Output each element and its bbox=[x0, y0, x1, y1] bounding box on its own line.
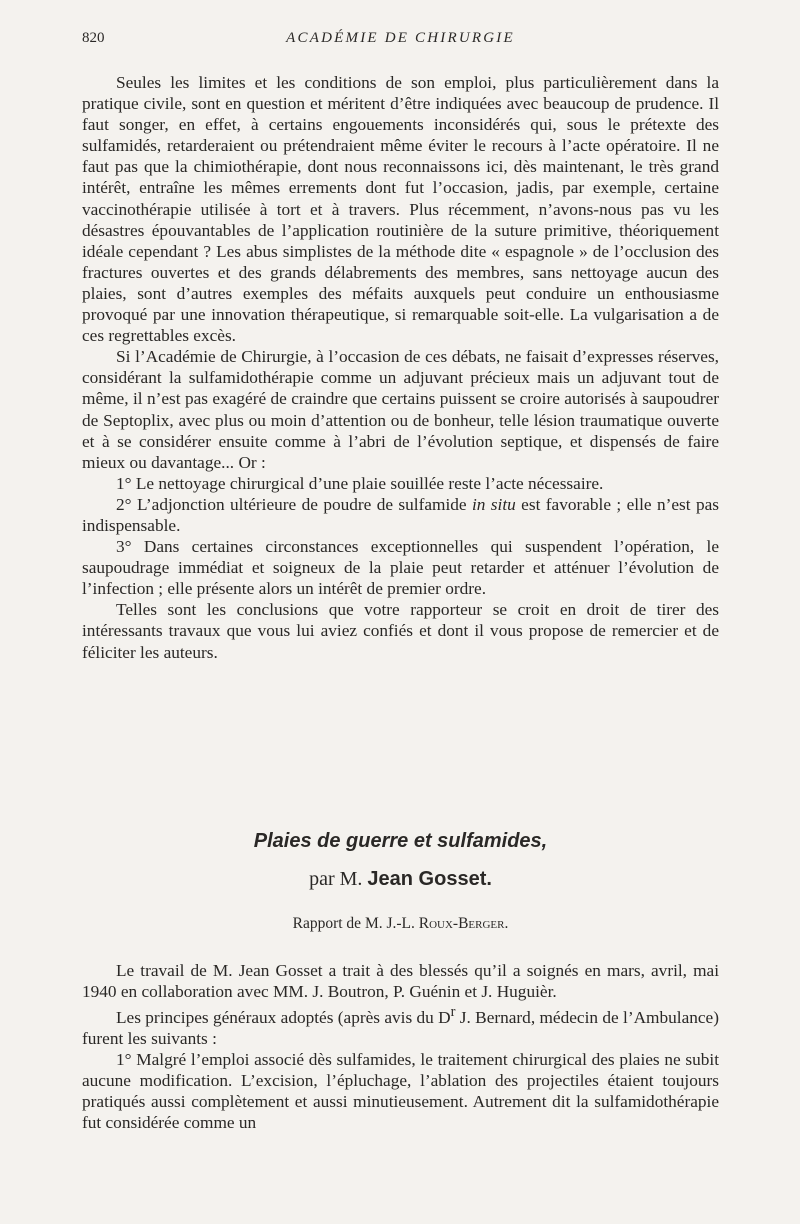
section-one-body bbox=[82, 72, 719, 663]
paragraph: Si l’Académie de Chirurgie, à l’occasion de ces débats, ne faisait d’expresses réserves, considérant la sulfamidothérapie comme un adjuvant précieux mais un adjuvant tout de même, il n’est pas exagéré de craindre que certains puissent se croire autorisés à saupoudrer de Septoplix, avec plus ou moin d’attention ou de bonheur, telle lésion traumatique ouverte et à se considérer ensuite comme à l’abri de l’évolution septique, et dispensés de faire mieux ou davantage... Or : bbox=[82, 347, 719, 472]
paragraph: Le travail de M. Jean Gosset a trait à des blessés qu’il a soignés en mars, avril, mai 1940 en collaboration avec MM. J. Boutron, P. Guénin et J. Huguièr. bbox=[82, 961, 719, 1002]
running-title: ACADÉMIE DE CHIRURGIE bbox=[286, 30, 515, 46]
paragraph bbox=[82, 1002, 719, 1049]
paragraph: 1° Le nettoyage chirurgical d’une plaie souillée reste l’acte nécessaire. bbox=[116, 473, 604, 493]
paragraph: 1° Malgré l’emploi associé dès sulfamides, le traitement chirurgical des plaies ne subit aucune modification. L’excision, l’épluchage, l’ablation des projectiles étaient toujours pratiqués aussi complètement et aussi minutieusement. Autrement dit la sulfamidothérapie fut considérée comme un bbox=[82, 1050, 719, 1133]
text-run: est favorable ; elle n’est pas indispensable. bbox=[82, 494, 719, 535]
paragraph bbox=[82, 494, 719, 536]
paragraph: Seules les limites et les conditions de son emploi, plus particulièrement dans la pratique civile, sont en question et méritent d’être indiquées avec beaucoup de prudence. Il faut songer, en effet, à certains engouements inconsidérés qui, sous le prétexte des sulfamidés, retarderaient ou prétendraient même éviter le recours à l’acte opératoire. Il ne faut pas que la chimiothérapie, dont nous reconnaissons ici, dès maintenant, le très grand intérêt, entraîne les mêmes errements dont fut l’occasion, jadis, par exemple, certaine vaccinothérapie utilisée à tort et à travers. Plus récemment, n’avons-nous pas vu les désastres épouvantables de l’application routinière de la suture primitive, théoriquement idéale cependant ? Les abus simplistes de la méthode dite « espagnole » de l’occlusion des fractures ouvertes et des grands délabrements des membres, sans nettoyage aucun des plaies, sont d’autres exemples des méfaits auxquels peut conduire un enthousiasme provoqué par une innovation thérapeutique, si remarquable soit-elle. La vulgarisation a de ces regrettables excès. bbox=[82, 73, 719, 346]
author-name: Jean Gosset. bbox=[367, 868, 492, 890]
text-run: Les principes généraux adoptés (après avis du D bbox=[116, 1007, 451, 1027]
paragraph: Telles sont les conclusions que votre rapporteur se croit en droit de tirer des intéressants travaux que vous lui aviez confiés et dont il vous propose de remercier et de féliciter les auteurs. bbox=[82, 600, 719, 662]
page-header bbox=[82, 30, 719, 58]
paragraph: 3° Dans certaines circonstances exceptionnelles qui suspendent l’opération, le saupoudrage immédiat et soigneux de la plaie peut retarder et atténuer l’évolution de l’infection ; elle présente alors un intérêt de premier ordre. bbox=[82, 537, 719, 599]
page-number: 820 bbox=[82, 30, 105, 46]
section-two-body bbox=[82, 960, 719, 1134]
italic-term: in situ bbox=[471, 494, 516, 514]
byline-prefix: par M. bbox=[309, 868, 368, 890]
report-line bbox=[82, 915, 719, 933]
text-run: 2° L’adjonction ultérieure de poudre de sulfamide bbox=[116, 494, 472, 514]
superscript: r bbox=[450, 1004, 456, 1021]
section-title: Plaies de guerre et sulfamides, bbox=[253, 830, 548, 852]
report-prefix: Rapport de M. J.-L. bbox=[292, 915, 419, 932]
byline bbox=[82, 868, 719, 891]
reporter-name: Roux-Berger. bbox=[418, 915, 509, 932]
text-run: J. Bernard, médecin de l’Ambulance) furent les suivants : bbox=[82, 1007, 719, 1049]
